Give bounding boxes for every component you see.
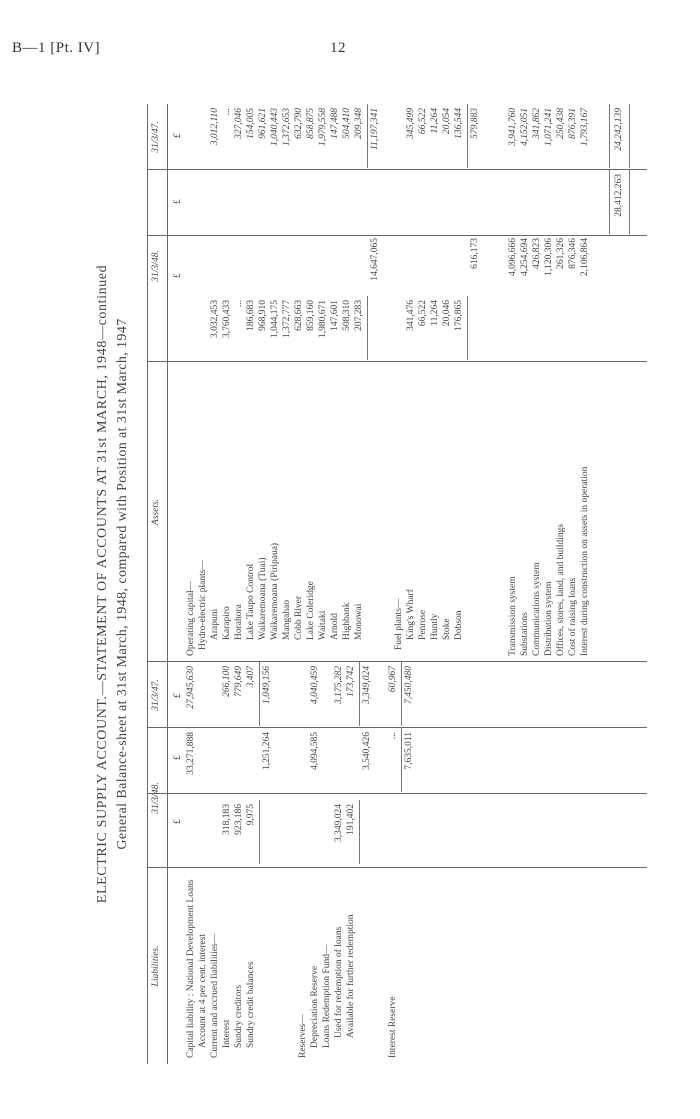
col-header-assets-1948: 31/3/48. bbox=[151, 250, 161, 282]
lrf-total-1948: 3,540,426 bbox=[362, 732, 372, 770]
interest-reserve-1948: ... bbox=[388, 732, 398, 740]
other-asset-1947: 876,391 bbox=[568, 108, 578, 139]
hydro-total-1947: 11,197,341 bbox=[370, 108, 380, 151]
other-asset-1948: 1,120,306 bbox=[544, 238, 554, 276]
fuel-plant-1948: 11,264 bbox=[430, 300, 440, 326]
table-top-rule bbox=[147, 104, 148, 1064]
currency-mark: £ bbox=[173, 693, 183, 698]
hydro-plant-label: Waikaremoana (Piripaua) bbox=[270, 542, 280, 640]
hydro-plant-1947: 961,621 bbox=[258, 108, 268, 139]
subtotal-rule bbox=[259, 662, 260, 726]
liability-item-label: Interest bbox=[222, 1019, 232, 1048]
col-divider bbox=[147, 661, 647, 662]
other-asset-label: Cost of raising loans bbox=[568, 577, 578, 656]
other-asset-1947: 1,071,241 bbox=[544, 108, 554, 146]
grand-total-1947: 24,242,139 bbox=[614, 108, 624, 151]
other-asset-1947: 4,152,051 bbox=[520, 108, 530, 146]
hydro-plant-1948: 3,032,453 bbox=[210, 300, 220, 338]
liability-item-1947: 266,100 bbox=[222, 666, 232, 697]
other-asset-label: Substations bbox=[520, 612, 530, 656]
hydro-plant-label: Horahora bbox=[234, 604, 244, 640]
other-asset-label: Transmission system bbox=[508, 576, 518, 656]
reserves-label: Reserves— bbox=[298, 1014, 308, 1058]
other-asset-1948: 261,326 bbox=[556, 238, 566, 269]
fuel-plant-1947: 20,054 bbox=[442, 108, 452, 135]
subtotal-rule bbox=[401, 662, 402, 726]
currency-mark: £ bbox=[173, 133, 183, 138]
grand-total-rule bbox=[629, 104, 630, 168]
fuel-plant-1948: 66,522 bbox=[418, 300, 428, 327]
lrf-used-1947: 3,175,282 bbox=[334, 666, 344, 704]
liability-item-1948: 923,186 bbox=[234, 804, 244, 835]
currency-mark: £ bbox=[173, 199, 183, 204]
other-asset-1947: 3,941,760 bbox=[508, 108, 518, 146]
currency-mark: £ bbox=[173, 273, 183, 278]
liability-item-1948: 318,183 bbox=[222, 804, 232, 835]
other-asset-1948: 4,254,694 bbox=[520, 238, 530, 276]
liability-item-1947: 3,407 bbox=[246, 666, 256, 688]
hydro-plant-1948: 1,980,671 bbox=[318, 300, 328, 338]
hydro-plant-1947: 504,410 bbox=[342, 108, 352, 139]
col-divider bbox=[147, 793, 647, 794]
col-header-assets-1947: 31/3/47. bbox=[151, 121, 161, 153]
capital-liability-label-2: Account at 4 per cent. interest bbox=[198, 934, 208, 1048]
hydro-plant-label: Lake Taupo Control bbox=[246, 563, 256, 640]
col-divider bbox=[147, 361, 647, 362]
depreciation-reserve-label: Depreciation Reserve bbox=[310, 965, 320, 1048]
fuel-plant-label: Dobson bbox=[454, 610, 464, 640]
other-asset-1948: 876,346 bbox=[568, 238, 578, 269]
hydro-plant-1948: 1,372,777 bbox=[282, 300, 292, 338]
other-asset-1947: 341,862 bbox=[532, 108, 542, 139]
hydro-plant-label: Waitaki bbox=[318, 610, 328, 640]
interest-reserve-label: Interest Reserve bbox=[388, 996, 398, 1058]
current-liabilities-label: Current and accrued liabilities— bbox=[210, 933, 220, 1058]
header-rule bbox=[167, 104, 168, 1064]
hydro-plant-label: Monowai bbox=[354, 603, 364, 640]
loans-redemption-fund-label: Loans Redemption Fund— bbox=[322, 944, 332, 1048]
subtotal-rule bbox=[367, 104, 368, 168]
col-divider bbox=[147, 169, 647, 170]
col-divider bbox=[147, 867, 647, 868]
depreciation-reserve-1948: 4,094,585 bbox=[310, 732, 320, 770]
rotated-statement bbox=[95, 104, 660, 1064]
hydro-plant-1947: 327,046 bbox=[234, 108, 244, 139]
fuel-plant-1947: 136,544 bbox=[454, 108, 464, 139]
fuel-plant-label: Penrose bbox=[418, 609, 428, 640]
operating-capital-label: Operating capital— bbox=[186, 580, 196, 656]
currency-mark: £ bbox=[173, 819, 183, 824]
fuel-total-1948: 616,173 bbox=[470, 238, 480, 269]
hydro-plant-label: Waikaremoana (Tuai) bbox=[258, 557, 268, 640]
subtotal-rule bbox=[259, 800, 260, 864]
fuel-plant-1947: 66,522 bbox=[418, 108, 428, 135]
capital-liability-label: Capital liability : National Development Loans bbox=[186, 879, 196, 1058]
subtotal-rule bbox=[367, 296, 368, 360]
hydro-plant-1947: 3,012,110 bbox=[210, 108, 220, 146]
fuel-plant-1947: 345,499 bbox=[406, 108, 416, 139]
fuel-total-1947: 579,883 bbox=[470, 108, 480, 139]
capital-liability-1947: 27,945,630 bbox=[186, 666, 196, 709]
lrf-total-1947: 3,349,024 bbox=[362, 666, 372, 704]
other-asset-label: Interest during construction on assets in operation bbox=[580, 466, 590, 656]
other-asset-1948: 426,823 bbox=[532, 238, 542, 269]
liability-item-1948: 9,975 bbox=[246, 804, 256, 826]
grand-total-rule bbox=[609, 104, 610, 168]
hydro-plant-1948: ... bbox=[234, 300, 244, 308]
fuel-plant-1948: 20,046 bbox=[442, 300, 452, 327]
hydro-plant-1948: 628,663 bbox=[294, 300, 304, 331]
col-divider bbox=[147, 235, 647, 236]
hydro-plant-1948: 968,910 bbox=[258, 300, 268, 331]
grand-total-rule bbox=[629, 170, 630, 234]
hydro-plant-1948: 859,160 bbox=[306, 300, 316, 331]
lrf-available-1947: 173,742 bbox=[346, 666, 356, 697]
col-header-liabilities: Liabilities. bbox=[151, 945, 161, 987]
lrf-available-label: Available for further redemption bbox=[346, 914, 356, 1038]
page-header-section: B—1 [Pt. IV] bbox=[12, 40, 101, 56]
fuel-plants-label: Fuel plants— bbox=[394, 598, 404, 650]
other-asset-label: Offices, stores, land, and buildings bbox=[556, 523, 566, 656]
liability-item-1947: 779,649 bbox=[234, 666, 244, 697]
fuel-plant-1947: 11,264 bbox=[430, 108, 440, 134]
lrf-used-label: Used for redemption of loans bbox=[334, 926, 344, 1038]
hydro-plant-1948: 508,310 bbox=[342, 300, 352, 331]
hydro-plant-label: Highbank bbox=[342, 602, 352, 640]
other-asset-1947: 1,793,167 bbox=[580, 108, 590, 146]
statement-title: ELECTRIC SUPPLY ACCOUNT.—STATEMENT OF ACCOUNTS AT 31st MARCH, 1948—continued bbox=[95, 264, 110, 904]
hydro-plant-label: Lake Coleridge bbox=[306, 581, 316, 640]
hydro-plant-label: Arapuni bbox=[210, 608, 220, 640]
hydro-plant-1947: 632,790 bbox=[294, 108, 304, 139]
hydro-plant-label: Arnold bbox=[330, 613, 340, 640]
hydro-plant-1948: 186,683 bbox=[246, 300, 256, 331]
col-header-assets: Assets. bbox=[151, 498, 161, 526]
fuel-plant-label: King's Wharf bbox=[406, 589, 416, 640]
current-liabilities-total-1948: 1,251,264 bbox=[262, 732, 272, 770]
page-number: 12 bbox=[330, 40, 346, 56]
hydro-plant-1947: ... bbox=[222, 108, 232, 116]
fuel-plant-label: Stoke bbox=[442, 618, 452, 640]
grand-total-rule bbox=[609, 170, 610, 234]
hydro-plant-1948: 207,283 bbox=[354, 300, 364, 331]
hydro-plant-1947: 858,875 bbox=[306, 108, 316, 139]
hydro-plant-1947: 154,005 bbox=[246, 108, 256, 139]
hydro-plant-1948: 147,601 bbox=[330, 300, 340, 331]
hydro-plant-label: Mangahao bbox=[282, 599, 292, 640]
hydro-plant-1947: 209,348 bbox=[354, 108, 364, 139]
other-asset-label: Communications system bbox=[532, 562, 542, 656]
subtotal-rule bbox=[467, 296, 468, 360]
hydro-total-1948: 14,647,065 bbox=[370, 238, 380, 281]
other-asset-label: Distribution system bbox=[544, 581, 554, 656]
subtotal-rule bbox=[467, 104, 468, 168]
hydro-plants-label: Hydro-electric plants— bbox=[198, 560, 208, 650]
fuel-plant-label: Huntly bbox=[430, 613, 440, 640]
balance-sheet-table bbox=[147, 104, 647, 1064]
lrf-used-1948: 3,349,024 bbox=[334, 804, 344, 842]
hydro-plant-1947: 1,040,443 bbox=[270, 108, 280, 146]
col-header-liab-1947: 31/3/47. bbox=[151, 679, 161, 711]
capital-liability-1948: 33,271,888 bbox=[186, 732, 196, 775]
liability-item-label: Sundry credit balances bbox=[246, 961, 256, 1048]
hydro-plant-1947: 147,488 bbox=[330, 108, 340, 139]
balance-sheet-subtitle: General Balance-sheet at 31st March, 1948, compared with Position at 31st March, 1947 bbox=[115, 318, 130, 850]
interest-reserve-1947: 60,967 bbox=[388, 666, 398, 693]
hydro-plant-1947: 1,979,558 bbox=[318, 108, 328, 146]
hydro-plant-label: Cobb River bbox=[294, 595, 304, 640]
reserves-total-1948: 7,635,011 bbox=[404, 732, 414, 770]
lrf-available-1948: 191,402 bbox=[346, 804, 356, 835]
subtotal-rule bbox=[359, 800, 360, 864]
hydro-plant-label: Karapiro bbox=[222, 606, 232, 640]
liability-item-label: Sundry creditors bbox=[234, 984, 244, 1048]
other-asset-1948: 4,096,666 bbox=[508, 238, 518, 276]
currency-mark: £ bbox=[173, 755, 183, 760]
other-asset-1948: 2,106,864 bbox=[580, 238, 590, 276]
fuel-plant-1948: 341,476 bbox=[406, 300, 416, 331]
hydro-plant-1948: 1,044,175 bbox=[270, 300, 280, 338]
grand-total-1948: 28,412,263 bbox=[614, 174, 624, 217]
hydro-plant-1948: 3,760,433 bbox=[222, 300, 232, 338]
fuel-plant-1948: 176,865 bbox=[454, 300, 464, 331]
hydro-plant-1947: 1,372,653 bbox=[282, 108, 292, 146]
reserves-total-1947: 7,450,480 bbox=[404, 666, 414, 704]
current-liabilities-total-1947: 1,049,156 bbox=[262, 666, 272, 704]
col-divider bbox=[147, 727, 647, 728]
other-asset-1947: 250,438 bbox=[556, 108, 566, 139]
col-header-liab-1948: 31/3/48. bbox=[151, 782, 161, 814]
subtotal-rule bbox=[359, 662, 360, 726]
depreciation-reserve-1947: 4,040,459 bbox=[310, 666, 320, 704]
subtotal-rule bbox=[401, 728, 402, 792]
